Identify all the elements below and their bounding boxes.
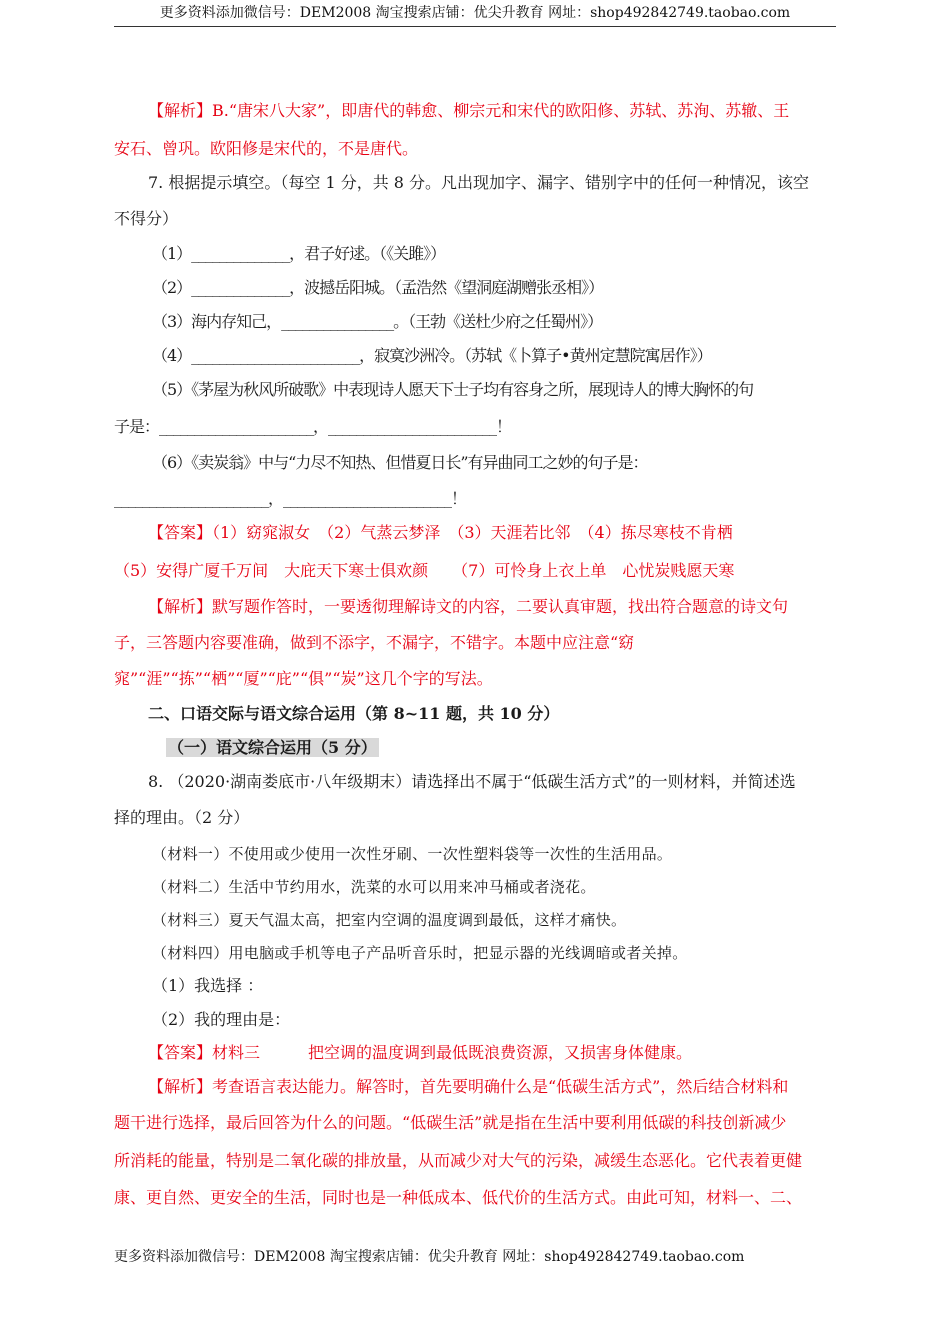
- q7-item-4: （4）________________________，寂寞沙洲冷。（苏轼《卜算子•黄州定慧院寓居作》）: [152, 346, 712, 365]
- page-header: 更多资料添加微信号：DEM2008 淘宝搜索店铺：优尖升教育 网址：shop492842749.taobao.com: [159, 5, 791, 21]
- q7-analysis-line-3: 窕”“涯”“拣”“栖”“厦”“庇”“俱”“炭”这几个字的写法。: [114, 669, 493, 688]
- q8-analysis-line-1: 【解析】考查语言表达能力。解答时，首先要明确什么是“低碳生活方式”，然后结合材料和: [148, 1077, 789, 1096]
- q6-analysis-line-2: 安石、曾巩。欧阳修是宋代的，不是唐代。: [114, 139, 419, 158]
- section-2-subtitle: [166, 737, 379, 759]
- q8-material-1: （材料一）不使用或少使用一次性牙刷、一次性塑料袋等一次性的生活用品。: [152, 845, 673, 863]
- q7-answer-line-1: 【答案】（1）窈窕淑女 （2）气蒸云梦泽 （3）天涯若比邻 （4）拣尽寒枝不肯栖: [148, 523, 733, 542]
- q8-stem-line-1: 8. （2020·湖南娄底市·八年级期末）请选择出不属于“低碳生活方式”的一则材料，并简述选: [148, 772, 796, 791]
- q8-material-4: （材料四）用电脑或手机等电子产品听音乐时，把显示器的光线调暗或者关掉。: [152, 944, 688, 962]
- q8-material-3: （材料三）夏天气温太高，把室内空调的温度调到最低，这样才痛快。: [152, 911, 627, 929]
- q7-item-6-cont: ______________________，________________________！: [114, 489, 467, 508]
- q7-answer-line-2: （5）安得广厦千万间 大庇天下寒士俱欢颜 （7）可怜身上衣上单 心忧炭贱愿天寒: [114, 561, 735, 580]
- q7-item-6: （6）《卖炭翁》中与“力尽不知热、但惜夏日长”有异曲同工之妙的句子是：: [152, 453, 648, 472]
- q7-analysis-line-1: 【解析】默写题作答时，一要透彻理解诗文的内容，二要认真审题，找出符合题意的诗文句: [148, 597, 789, 616]
- q7-stem-line-1: 7. 根据提示填空。（每空 1 分，共 8 分。凡出现加字、漏字、错别字中的任何一种情况，该空: [148, 173, 810, 192]
- q7-stem-line-2: 不得分）: [114, 209, 179, 228]
- q8-analysis-line-4: 康、更自然、更安全的生活，同时也是一种低成本、低代价的生活方式。由此可知，材料一、二、: [114, 1188, 803, 1207]
- q6-analysis-line-1: 【解析】B.“唐宋八大家”，即唐代的韩愈、柳宗元和宋代的欧阳修、苏轼、苏洵、苏辙、王: [148, 101, 790, 120]
- q8-stem-line-2: 择的理由。（2 分）: [114, 808, 250, 827]
- q7-item-3: （3）海内存知己，________________。（王勃《送杜少府之任蜀州》）: [152, 312, 603, 331]
- q8-choice: （1）我选择 ：: [152, 976, 264, 995]
- subtitle-highlight: （一）语文综合运用（5 分）: [168, 738, 377, 757]
- q8-reason: （2）我的理由是：: [152, 1010, 291, 1029]
- q8-answer: 【答案】材料三 把空调的温度调到最低既浪费资源，又损害身体健康。: [148, 1043, 693, 1062]
- q8-analysis-line-3: 所消耗的能量，特别是二氧化碳的排放量，从而减少对大气的污染，减缓生态恶化。它代表着更健: [114, 1151, 803, 1170]
- q7-item-5: （5）《茅屋为秋风所破歌》中表现诗人愿天下士子均有容身之所，展现诗人的博大胸怀的句: [152, 380, 754, 399]
- header-rule: [114, 26, 836, 27]
- section-2-title: 二、口语交际与语文综合运用（第 8~11 题，共 10 分）: [148, 704, 560, 723]
- q7-analysis-line-2: 子，三答题内容要准确，做到不添字，不漏字，不错字。本题中应注意“窈: [114, 633, 635, 652]
- q7-item-2: （2）______________，波撼岳阳城。（孟浩然《望洞庭湖赠张丞相》）: [152, 278, 604, 297]
- q7-item-1: （1）______________，君子好逑。（《关雎》）: [152, 244, 446, 263]
- q8-analysis-line-2: 题干进行选择，最后回答为什么的问题。“低碳生活”就是指在生活中要利用低碳的科技创新减少: [114, 1113, 787, 1132]
- q8-material-2: （材料二）生活中节约用水，洗菜的水可以用来冲马桶或者浇花。: [152, 878, 596, 896]
- q7-item-5-cont: 子是：______________________，________________________！: [114, 417, 512, 436]
- page-footer: 更多资料添加微信号：DEM2008 淘宝搜索店铺：优尖升教育 网址：shop492842749.taobao.com: [114, 1249, 745, 1265]
